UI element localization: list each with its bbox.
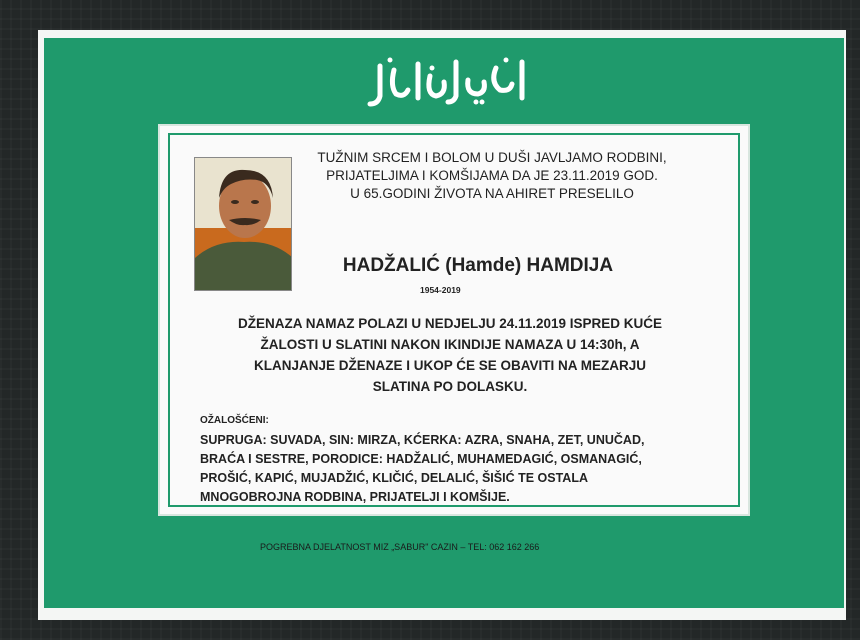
obituary-notice: [158, 124, 750, 516]
arabic-calligraphy-logo: [360, 46, 540, 118]
mourners-line: SUPRUGA: SUVADA, SIN: MIRZA, KĆERKA: AZRA, SNAHA, ZET, UNUČAD,: [200, 433, 645, 447]
funeral-line: DŽENAZA NAMAZ POLAZI U NEDJELJU 24.11.2019 ISPRED KUĆE: [237, 316, 663, 331]
deceased-name: HADŽALIĆ (Hamde) HAMDIJA: [342, 255, 614, 276]
deceased-photo: [194, 157, 292, 291]
mourners-line: MNOGOBROJNA RODBINA, PRIJATELJI I KOMŠIJE.: [200, 490, 510, 504]
intro-line: TUŽNIM SRCEM I BOLOM U DUŠI JAVLJAMO RODBINI,: [317, 150, 667, 165]
mourners-line: BRAĆA I SESTRE, PORODICE: HADŽALIĆ, MUHAMEDAGIĆ, OSMANAGIĆ,: [200, 452, 642, 466]
funeral-details: [180, 313, 720, 397]
funeral-home-footer: POGREBNA DJELATNOST MIZ „SABUR" CAZIN – TEL: 062 162 266: [260, 542, 540, 552]
life-years: 1954-2019: [420, 285, 461, 295]
notice-inner-border: [168, 133, 740, 507]
mourners-list: [200, 431, 730, 507]
funeral-line: KLANJANJE DŽENAZE I UKOP ĆE SE OBAVITI NA MEZARJU: [253, 358, 647, 373]
announcement-text: [282, 149, 702, 203]
intro-line: U 65.GODINI ŽIVOTA NA AHIRET PRESELILO: [350, 186, 634, 201]
funeral-line: SLATINA PO DOLASKU.: [372, 379, 528, 394]
funeral-line: ŽALOSTI U SLATINI NAKON IKINDIJE NAMAZA U 14:30h, A: [260, 337, 640, 352]
intro-line: PRIJATELJIMA I KOMŠIJAMA DA JE 23.11.2019 GOD.: [326, 168, 658, 183]
mourners-line: PROŠIĆ, KAPIĆ, MUJADŽIĆ, KLIČIĆ, DELALIĆ, ŠIŠIĆ TE OSTALA: [200, 471, 588, 485]
mourners-label: OŽALOŠĆENI:: [200, 415, 269, 426]
